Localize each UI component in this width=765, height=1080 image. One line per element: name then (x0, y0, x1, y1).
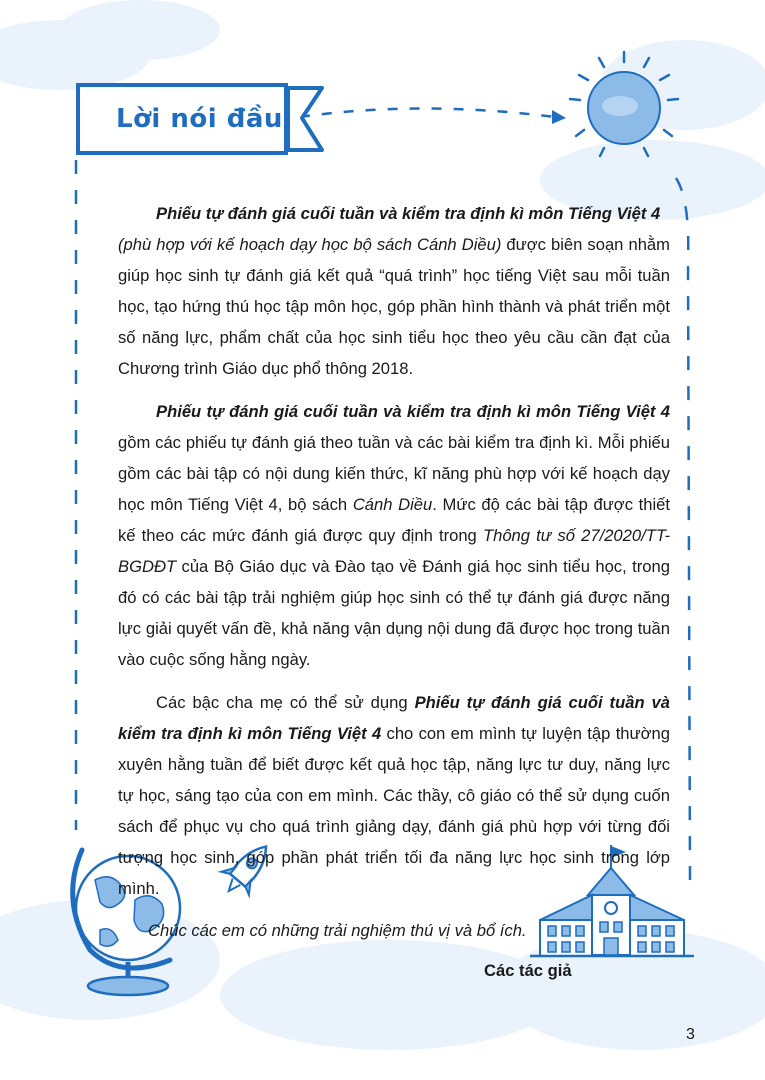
title-banner (76, 83, 288, 155)
paragraph-3-body: cho con em mình tự luyện tập thường xuyên hằng tuần để biết được kết quả học tập, năng lực tư duy, năng lực tự học, sáng tạo của con em mình. Các thầy, cô giáo có thể sử dụng cuốn sách để phục vụ cho quá trình giảng dạy, đánh giá phù hợp với từng đối tượng học sinh, góp phần phát triển tối đa năng lực học sinh trong lớp mình. (118, 724, 670, 898)
paren-note: (phù hợp với kế hoạch dạy học bộ sách Cánh Diều) (118, 235, 502, 254)
page-title: Lời nói đầu (116, 104, 283, 134)
paragraph-1-body: được biên soạn nhằm giúp học sinh tự đánh giá kết quả “quá trình” học tiếng Việt sau mỗi tuần học, tạo hứng thú học tập môn học, góp phần hình thành và phát triển một số năng lực, phẩm chất của học sinh tiểu học theo yêu cầu cần đạt của Chương trình Giáo dục phổ thông 2018. (118, 235, 670, 378)
paragraph-2-body-2: . Mức độ các bài tập được thiết kế theo các mức đánh giá được quy định trong (118, 495, 670, 545)
signature: Các tác giả (484, 961, 572, 980)
book-name: Cánh Diều (352, 495, 433, 514)
book-title-lead-2: Phiếu tự đánh giá cuối tuần và kiểm tra định kì môn Tiếng Việt 4 (156, 402, 670, 421)
paragraph-3 (118, 687, 670, 904)
closing-wish: Chúc các em có những trải nghiệm thú vị và bổ ích. (148, 921, 527, 940)
circular-ref: Thông tư số 27/2020/TT-BGDĐT (118, 526, 670, 576)
sun-icon (570, 52, 678, 156)
book-title-bold: Phiếu tự đánh giá cuối tuần và kiểm tra định kì môn Tiếng Việt 4 (118, 693, 670, 743)
paragraph-1 (118, 198, 670, 384)
paragraph-2-body-3: của Bộ Giáo dục và Đào tạo về Đánh giá học sinh tiểu học, trong đó có các bài tập trải nghiệm giúp học sinh có thể tự đánh giá được năng lực giải quyết vấn đề, khả năng vận dụng nội dung đã được học trong tuần vào cuộc sống hằng ngày. (118, 557, 670, 669)
preface-body (118, 198, 670, 986)
book-title-lead: Phiếu tự đánh giá cuối tuần và kiểm tra định kì môn Tiếng Việt 4 (156, 204, 661, 223)
paragraph-2 (118, 396, 670, 675)
paragraph-3-intro: Các bậc cha mẹ có thể sử dụng (156, 693, 408, 712)
page-number: 3 (686, 1026, 695, 1043)
paragraph-2-body-1: gồm các phiếu tự đánh giá theo tuần và các bài kiểm tra định kì. Mỗi phiếu gồm các bài tập có nội dung kiến thức, kĩ năng phù hợp với kế hoạch dạy học môn Tiếng Việt 4, bộ sách (118, 433, 670, 514)
